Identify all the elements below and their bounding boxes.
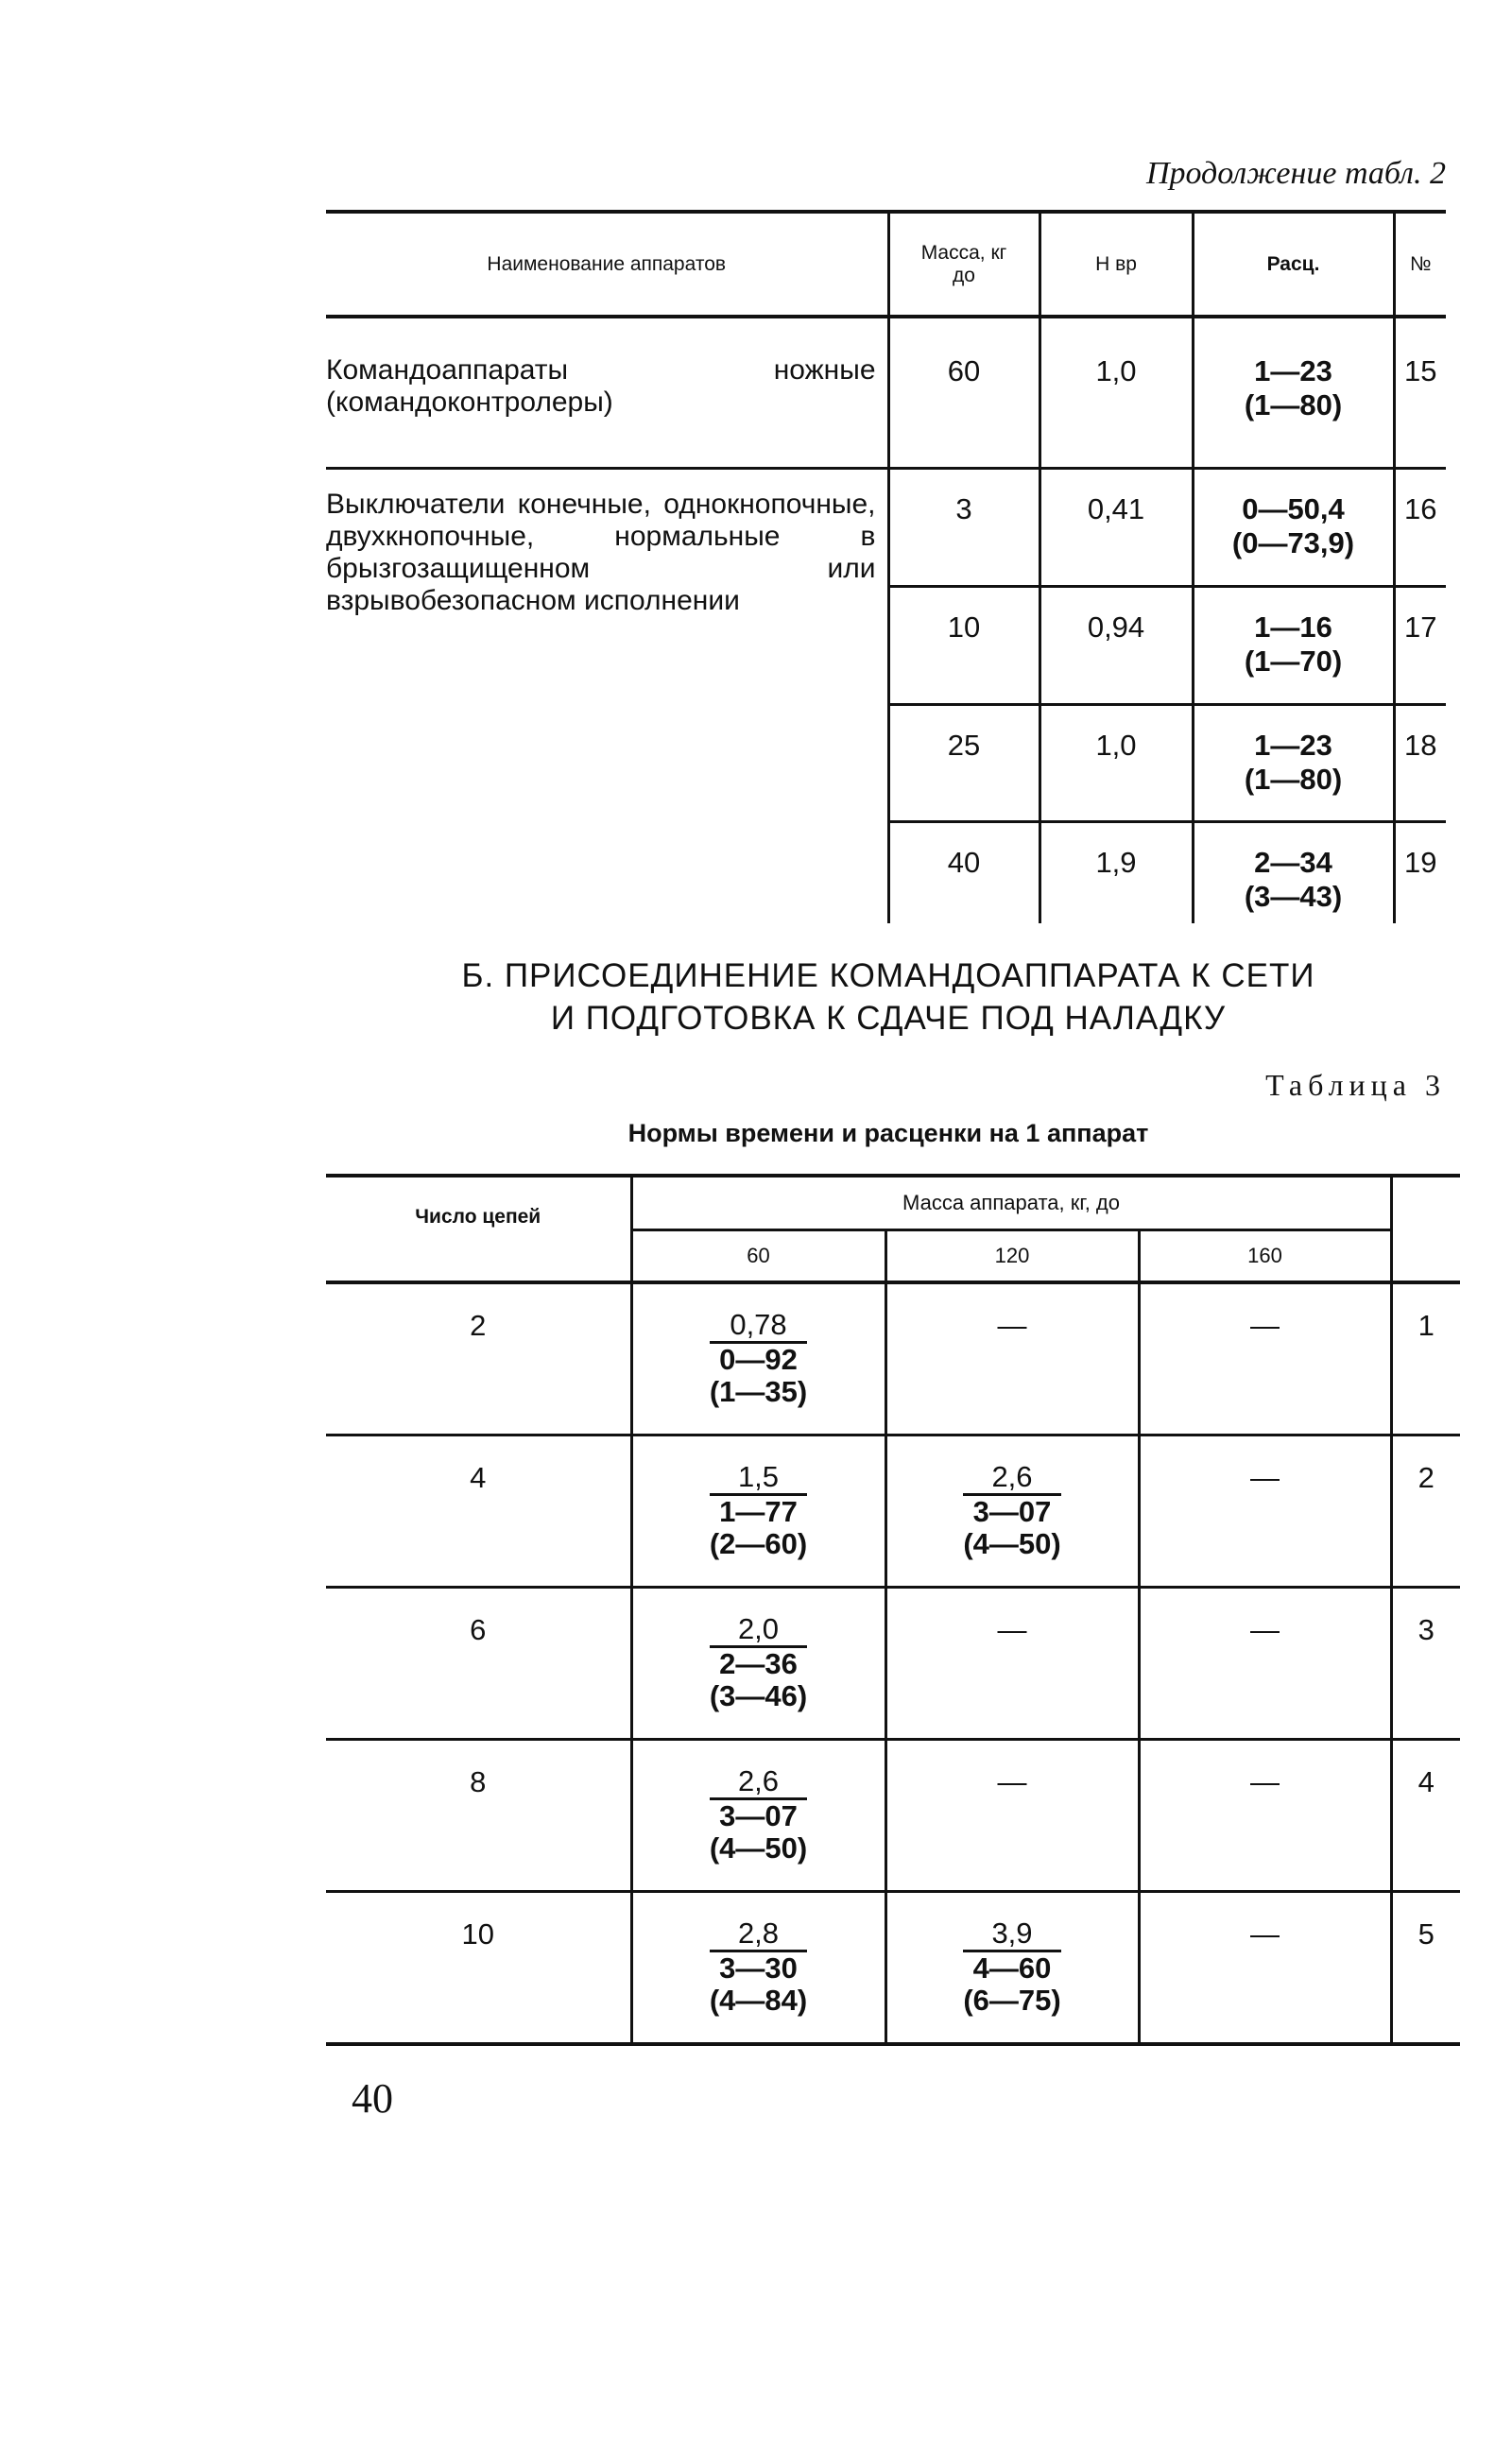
time-norm: 2,6 bbox=[710, 1765, 807, 1800]
rate-cell bbox=[1193, 704, 1394, 821]
hvr-cell: 1,9 bbox=[1040, 821, 1193, 923]
time-norm: 1,5 bbox=[710, 1461, 807, 1496]
norm-fraction bbox=[710, 1309, 807, 1408]
header-mass-60: 60 bbox=[631, 1230, 885, 1283]
rate-alt: (2—60) bbox=[709, 1527, 808, 1560]
header-name: Наименование аппаратов bbox=[326, 212, 888, 317]
table-row bbox=[326, 317, 1446, 468]
norm-fraction bbox=[710, 1917, 807, 2017]
empty-cell: — bbox=[885, 1588, 1139, 1740]
rate-alt: (1—80) bbox=[1244, 762, 1343, 796]
time-norm: 2,8 bbox=[710, 1917, 807, 1952]
header-mass-160: 160 bbox=[1139, 1230, 1391, 1283]
hvr-cell: 0,41 bbox=[1040, 468, 1193, 586]
empty-cell: — bbox=[885, 1740, 1139, 1892]
rate-alt: (3—43) bbox=[1244, 879, 1343, 913]
norm-cell bbox=[885, 1892, 1139, 2045]
norm-fraction bbox=[710, 1613, 807, 1712]
table-2-continued bbox=[326, 210, 1446, 923]
table-header-row bbox=[326, 1176, 1460, 1230]
table-3-label: Таблица 3 bbox=[1265, 1068, 1446, 1102]
empty-cell: — bbox=[1139, 1588, 1391, 1740]
page-number: 40 bbox=[352, 2075, 393, 2122]
table-row bbox=[326, 1282, 1460, 1435]
section-heading-line-1: Б. ПРИСОЕДИНЕНИЕ КОМАНДОАППАРАТА К СЕТИ bbox=[461, 957, 1315, 994]
header-number: № bbox=[1394, 212, 1446, 317]
norm-fraction bbox=[710, 1461, 807, 1560]
rate: 0—92 bbox=[719, 1343, 798, 1376]
section-heading-line-2: И ПОДГОТОВКА К СДАЧЕ ПОД НАЛАДКУ bbox=[550, 1000, 1227, 1037]
table-row bbox=[326, 1435, 1460, 1588]
empty-cell: — bbox=[1139, 1740, 1391, 1892]
circuits-cell: 4 bbox=[326, 1435, 631, 1588]
hvr-cell: 1,0 bbox=[1040, 704, 1193, 821]
mass-cell: 3 bbox=[888, 468, 1040, 586]
rate-alt: (4—84) bbox=[709, 1984, 808, 2017]
number-cell: 15 bbox=[1394, 317, 1446, 468]
norm-cell bbox=[631, 1588, 885, 1740]
number-cell: 3 bbox=[1391, 1588, 1460, 1740]
rate: 3—07 bbox=[719, 1799, 798, 1832]
rate: 1—77 bbox=[719, 1495, 798, 1528]
table-row bbox=[326, 1892, 1460, 2045]
empty-cell: — bbox=[885, 1282, 1139, 1435]
table-3 bbox=[326, 1174, 1460, 2046]
rate-cell bbox=[1193, 586, 1394, 704]
rate-cell bbox=[1193, 821, 1394, 923]
rate: 0—50,4 bbox=[1242, 491, 1345, 525]
rate-alt: (6—75) bbox=[963, 1984, 1061, 2017]
rate-alt: (1—70) bbox=[1244, 644, 1343, 678]
rate-cell bbox=[1193, 468, 1394, 586]
rate: 1—16 bbox=[1254, 610, 1332, 644]
number-cell: 5 bbox=[1391, 1892, 1460, 2045]
number-cell: 4 bbox=[1391, 1740, 1460, 1892]
header-mass-120: 120 bbox=[885, 1230, 1139, 1283]
header-number bbox=[1391, 1176, 1460, 1282]
header-mass: Масса, кг до bbox=[888, 212, 1040, 317]
rate: 1—23 bbox=[1254, 728, 1332, 762]
table-continuation-label: Продолжение табл. 2 bbox=[1145, 156, 1446, 191]
empty-cell: — bbox=[1139, 1435, 1391, 1588]
header-mass-group: Масса аппарата, кг, до bbox=[631, 1176, 1391, 1230]
rate: 3—30 bbox=[719, 1951, 798, 1985]
table-row bbox=[326, 468, 1446, 586]
rate-alt: (1—80) bbox=[1244, 388, 1343, 421]
empty-cell: — bbox=[1139, 1282, 1391, 1435]
rate: 1—23 bbox=[1254, 354, 1332, 387]
circuits-cell: 6 bbox=[326, 1588, 631, 1740]
rate: 2—36 bbox=[719, 1647, 798, 1680]
circuits-cell: 10 bbox=[461, 1917, 494, 1951]
table-row bbox=[326, 1740, 1460, 1892]
hvr-cell: 1,0 bbox=[1040, 317, 1193, 468]
time-norm: 2,6 bbox=[963, 1461, 1060, 1496]
circuits-cell: 2 bbox=[326, 1282, 631, 1435]
number-cell: 2 bbox=[1391, 1435, 1460, 1588]
hvr-cell: 0,94 bbox=[1040, 586, 1193, 704]
header-circuits: Число цепей bbox=[326, 1176, 631, 1282]
mass-cell: 25 bbox=[888, 704, 1040, 821]
number-cell: 17 bbox=[1394, 586, 1446, 704]
mass-cell: 60 bbox=[888, 317, 1040, 468]
circuits-cell: 8 bbox=[326, 1740, 631, 1892]
header-hvr: Н вр bbox=[1040, 212, 1193, 317]
rate-alt: (4—50) bbox=[709, 1831, 808, 1865]
norm-fraction bbox=[963, 1917, 1060, 2017]
rate: 4—60 bbox=[972, 1951, 1052, 1985]
apparatus-name: Командоаппараты ножные (командоконтролеры) bbox=[326, 317, 888, 468]
number-cell: 16 bbox=[1394, 468, 1446, 586]
number-cell: 18 bbox=[1394, 704, 1446, 821]
rate-alt: (3—46) bbox=[709, 1679, 808, 1712]
mass-cell: 10 bbox=[888, 586, 1040, 704]
apparatus-name: Выключатели конечные, однокнопочные, двухкнопочные, нормальные в брызгозащищенном или взрывобезопасном исполнении bbox=[326, 488, 876, 616]
empty-cell: — bbox=[1139, 1892, 1391, 2045]
time-norm: 2,0 bbox=[710, 1613, 807, 1648]
rate: 3—07 bbox=[972, 1495, 1052, 1528]
rate: 2—34 bbox=[1254, 845, 1332, 879]
norm-cell bbox=[631, 1435, 885, 1588]
time-norm: 0,78 bbox=[710, 1309, 807, 1344]
table-row bbox=[326, 1588, 1460, 1740]
rate-alt: (0—73,9) bbox=[1231, 525, 1355, 559]
norm-cell bbox=[631, 1892, 885, 2045]
norm-cell bbox=[631, 1282, 885, 1435]
norm-cell bbox=[885, 1435, 1139, 1588]
rate-cell bbox=[1193, 317, 1394, 468]
norm-fraction bbox=[963, 1461, 1060, 1560]
rate-alt: (4—50) bbox=[963, 1527, 1061, 1560]
number-cell: 19 bbox=[1394, 821, 1446, 923]
time-norm: 3,9 bbox=[963, 1917, 1060, 1952]
norm-fraction bbox=[710, 1765, 807, 1865]
mass-cell: 40 bbox=[888, 821, 1040, 923]
table-3-caption: Нормы времени и расценки на 1 аппарат bbox=[627, 1119, 1149, 1147]
table-header-row bbox=[326, 212, 1446, 317]
number-cell: 1 bbox=[1391, 1282, 1460, 1435]
rate-alt: (1—35) bbox=[709, 1375, 808, 1408]
norm-cell bbox=[631, 1740, 885, 1892]
header-rate: Расц. bbox=[1193, 212, 1394, 317]
